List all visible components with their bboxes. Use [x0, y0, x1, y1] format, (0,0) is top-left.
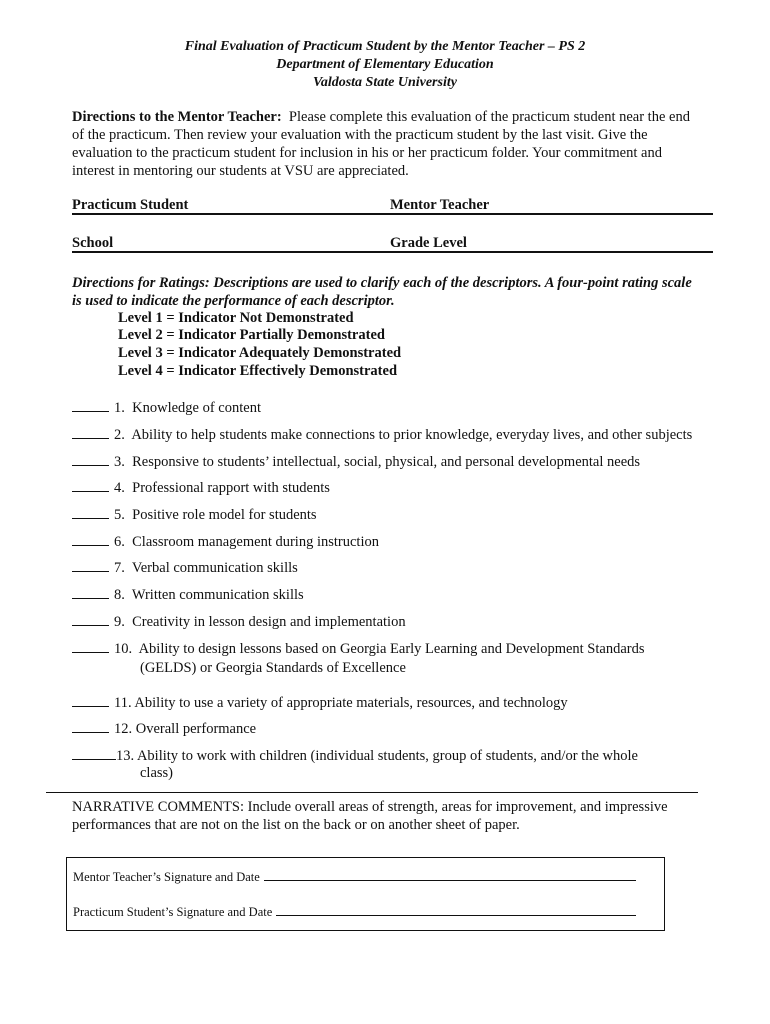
eval-item-3: [72, 453, 640, 471]
item-text: Creativity in lesson design and implementation: [132, 614, 406, 630]
item-number: 1.: [114, 400, 125, 416]
rating-blank-12[interactable]: [72, 720, 109, 733]
department-name: Department of Elementary Education: [276, 57, 494, 72]
rating-blank-9[interactable]: [72, 613, 109, 626]
item-text: Classroom management during instruction: [132, 534, 379, 550]
level-1: Level 1 = Indicator Not Demonstrated: [118, 310, 354, 326]
form-title: Final Evaluation of Practicum Student by the Mentor Teacher – PS 2: [184, 39, 586, 54]
item-number: 11.: [114, 695, 132, 711]
item-number: 4.: [114, 480, 125, 496]
item-text: Overall performance: [135, 721, 257, 737]
rating-blank-10[interactable]: [72, 640, 109, 653]
mentor-signature-line[interactable]: [264, 869, 636, 881]
item-text: Positive role model for students: [132, 507, 317, 523]
student-signature-label: Practicum Student’s Signature and Date: [73, 905, 273, 919]
eval-item-5: [72, 506, 317, 524]
rating-blank-6[interactable]: [72, 533, 109, 546]
eval-item-10-cont: (GELDS) or Georgia Standards of Excellence: [140, 660, 406, 676]
level-2: Level 2 = Indicator Partially Demonstrated: [118, 327, 385, 343]
item-number: 10.: [114, 641, 133, 657]
item-number: 7.: [114, 560, 125, 576]
eval-item-9: [72, 613, 406, 631]
item-text: Responsive to students’ intellectual, social, physical, and personal developmental needs: [132, 454, 641, 470]
eval-item-13-cont: class): [140, 765, 174, 781]
item-number: 2.: [114, 427, 125, 443]
item-text: Knowledge of content: [132, 400, 261, 416]
student-signature-line[interactable]: [276, 904, 636, 916]
mentor-signature-row: [73, 869, 636, 885]
item-number: 13.: [116, 748, 135, 764]
item-number: 8.: [114, 587, 125, 603]
mentor-directions-text: Please complete this evaluation of the practicum student near the end of the practicum. Then review your evaluation with the practicum student by the last visit. Give the evaluation to the practicum student for inclusion in his or her practicum folder. Your commitment and interest in mentoring our students at VSU are appreciated.: [72, 109, 690, 179]
item-number: 3.: [114, 454, 125, 470]
rating-blank-5[interactable]: [72, 506, 109, 519]
school-line[interactable]: [72, 251, 713, 253]
mentor-teacher-label: Mentor Teacher: [390, 197, 490, 213]
rating-blank-11[interactable]: [72, 694, 109, 707]
eval-item-8: [72, 586, 304, 604]
mentor-directions-label: Directions to the Mentor Teacher:: [72, 109, 282, 125]
practicum-student-line[interactable]: [72, 213, 713, 215]
rating-blank-2[interactable]: [72, 426, 109, 439]
section-divider: [46, 792, 698, 793]
school-label: School: [72, 235, 114, 251]
rating-blank-3[interactable]: [72, 453, 109, 466]
level-3: Level 3 = Indicator Adequately Demonstrated: [118, 345, 402, 361]
eval-item-6: [72, 533, 379, 551]
university-name: Valdosta State University: [313, 75, 457, 90]
item-number: 5.: [114, 507, 125, 523]
item-text: Verbal communication skills: [131, 560, 298, 576]
rating-blank-7[interactable]: [72, 559, 109, 572]
eval-item-12: [72, 720, 256, 738]
rating-blank-8[interactable]: [72, 586, 109, 599]
eval-item-11: [72, 694, 568, 712]
grade-level-label: Grade Level: [390, 235, 467, 251]
item-text: Written communication skills: [131, 587, 304, 603]
item-text: Ability to use a variety of appropriate materials, resources, and technology: [134, 695, 568, 711]
item-number: 12.: [114, 721, 133, 737]
ratings-directions: Directions for Ratings: Descriptions are used to clarify each of the descriptors. A four-point rating scale is used to indicate the performance of each descriptor.: [72, 275, 692, 309]
eval-item-10: [72, 640, 645, 658]
narrative-comments: NARRATIVE COMMENTS: Include overall areas of strength, areas for improvement, and impressive performances that are not on the list on the back or on another sheet of paper.: [72, 799, 668, 833]
item-text: Ability to work with children (individual students, group of students, and/or the whole: [136, 748, 638, 764]
eval-item-1: [72, 399, 261, 417]
eval-item-13: [72, 747, 638, 765]
item-text: Ability to help students make connections to prior knowledge, everyday lives, and other subjects: [131, 427, 693, 443]
rating-blank-4[interactable]: [72, 479, 109, 492]
eval-item-7: [72, 559, 298, 577]
item-text: Professional rapport with students: [132, 480, 330, 496]
item-number: 6.: [114, 534, 125, 550]
rating-blank-13[interactable]: [72, 747, 116, 760]
level-4: Level 4 = Indicator Effectively Demonstrated: [118, 363, 398, 379]
item-text: Ability to design lessons based on Georgia Early Learning and Development Standards: [138, 641, 645, 657]
practicum-student-label: Practicum Student: [72, 197, 189, 213]
signature-box: [66, 857, 665, 931]
item-number: 9.: [114, 614, 125, 630]
mentor-directions: [72, 108, 702, 180]
mentor-signature-label: Mentor Teacher’s Signature and Date: [73, 870, 260, 884]
eval-item-4: [72, 479, 330, 497]
rating-blank-1[interactable]: [72, 399, 109, 412]
eval-item-2: [72, 426, 692, 444]
student-signature-row: [73, 904, 636, 920]
